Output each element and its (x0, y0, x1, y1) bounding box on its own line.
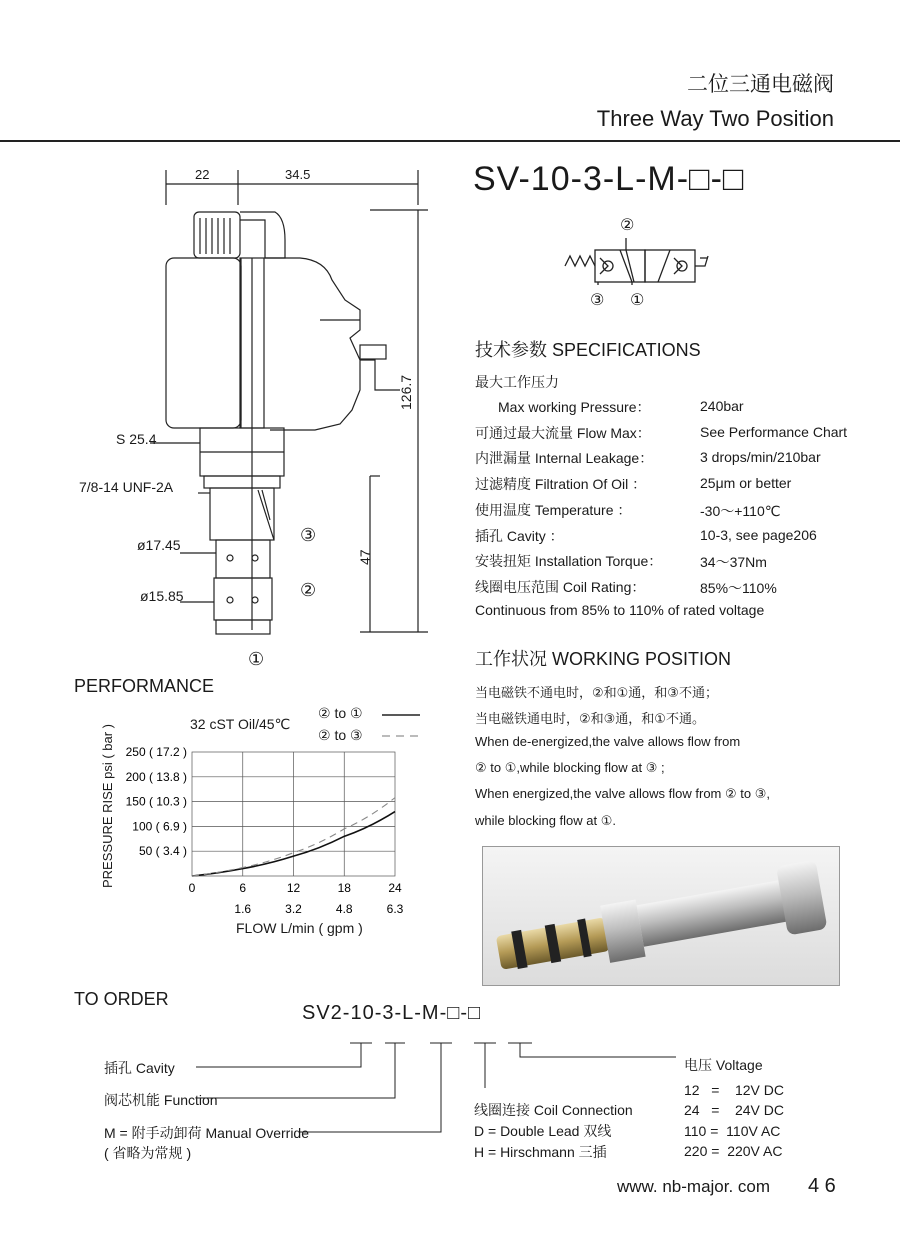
specifications-heading: 技术参数 SPECIFICATIONS (475, 340, 701, 360)
chart-ytick-label: 50 ( 3.4 ) (138, 844, 187, 859)
chart-ytick-label: 200 ( 13.8 ) (125, 769, 187, 784)
chart-ylabel: PRESSURE RISE psi ( bar ) (100, 724, 115, 888)
performance-chart (120, 740, 420, 920)
header-rule (0, 140, 900, 142)
order-manual-override: M = 附手动卸荷 Manual Override (104, 1125, 309, 1141)
label-diameter-1: ø17.45 (137, 537, 181, 553)
to-order-heading: TO ORDER (74, 989, 169, 1009)
dim-top-right: 34.5 (285, 167, 311, 182)
chart-xtick-label-gpm: 3.2 (285, 902, 302, 916)
spec-value-leakage: 3 drops/min/210bar (700, 449, 821, 465)
legend-label-2-to-3: ② to ③ (318, 727, 363, 743)
chart-xtick-label: 18 (337, 881, 351, 895)
order-coil-double-lead: D = Double Lead 双线 (474, 1123, 612, 1139)
spec-label-torque: 安装扭矩 Installation Torque： (475, 553, 663, 569)
spec-label-leakage: 内泄漏量 Internal Leakage： (475, 450, 654, 466)
model-number: SV-10-3-L-M-□-□ (473, 160, 745, 198)
spec-value-torque: 34～37Nm (700, 554, 767, 570)
order-voltage-option: 12 = 12V DC (684, 1082, 784, 1098)
order-voltage-option: 24 = 24V DC (684, 1102, 784, 1118)
dim-height: 126.7 (398, 374, 414, 410)
symbol-port-3: ③ (590, 292, 605, 309)
chart-ytick-label: 100 ( 6.9 ) (132, 819, 187, 834)
port-3-label: ③ (300, 525, 317, 545)
port-2-label: ② (300, 580, 317, 600)
spec-label-coil: 线圈电压范围 Coil Rating： (475, 579, 646, 595)
symbol-port-1: ① (630, 292, 645, 309)
valve-drawing (70, 160, 440, 680)
working-position-heading: 工作状况 WORKING POSITION (475, 649, 732, 669)
spec-label-max-pressure-cn: 最大工作压力 (475, 374, 559, 390)
page-number: 4 6 (808, 1175, 836, 1197)
chart-ytick-label: 250 ( 17.2 ) (125, 745, 187, 759)
spec-label-filtration: 过滤精度 Filtration Of Oil ： (475, 476, 647, 492)
working-position-line: 当电磁铁不通电时，②和①通，和③不通； (475, 685, 718, 700)
label-thread: 7/8-14 UNF-2A (79, 479, 174, 495)
product-photo (482, 846, 840, 986)
legend-label-2-to-1: ② to ① (318, 705, 363, 721)
order-cavity: 插孔 Cavity (104, 1060, 175, 1076)
chart-legend-lines (380, 708, 422, 738)
working-position-line: ② to ①,while blocking flow at ③ ; (475, 760, 665, 775)
working-position-line: When energized,the valve allows flow from ② to ③, (475, 786, 770, 801)
title-chinese: 二位三通电磁阀 (687, 72, 834, 96)
order-coil-heading: 线圈连接 Coil Connection (474, 1102, 633, 1118)
spec-label-cavity: 插孔 Cavity ： (475, 528, 564, 544)
chart-xtick-label: 12 (286, 881, 301, 895)
chart-xtick-label: 6 (239, 881, 247, 895)
order-coil-hirschmann: H = Hirschmann 三插 (474, 1144, 607, 1160)
dim-top-left: 22 (195, 167, 210, 182)
spec-note: Continuous from 85% to 110% of rated voltage (475, 602, 765, 618)
order-voltage-heading: 电压 Voltage (684, 1057, 763, 1073)
hydraulic-symbol (560, 230, 710, 285)
title-english: Three Way Two Position (596, 106, 834, 131)
chart-xtick-label: 0 (188, 881, 196, 895)
label-hex: S 25.4 (116, 431, 157, 447)
spec-value-flow: See Performance Chart (700, 424, 848, 440)
performance-heading: PERFORMANCE (74, 676, 215, 696)
working-position-line: When de-energized,the valve allows flow from (475, 734, 741, 749)
chart-xtick-label-gpm: 1.6 (234, 902, 252, 916)
spec-value-cavity: 10-3, see page206 (700, 527, 817, 543)
spec-label-temperature: 使用温度 Temperature ： (475, 502, 632, 518)
spec-value-temperature: -30～+110℃ (700, 503, 781, 519)
chart-xtick-label-gpm: 6.3 (386, 902, 404, 916)
chart-ytick-label: 150 ( 10.3 ) (125, 794, 187, 809)
footer-url: www. nb-major. com (617, 1177, 771, 1196)
order-voltage-option: 110 = 110V AC (684, 1123, 781, 1139)
valve-photo-illustration (483, 847, 839, 985)
symbol-port-2: ② (620, 217, 635, 234)
order-code: SV2-10-3-L-M-□-□ (302, 1002, 482, 1024)
working-position-line: while blocking flow at ①. (475, 813, 616, 828)
oil-condition: 32 cST Oil/45℃ (190, 716, 291, 732)
chart-xtick-label: 24 (388, 881, 402, 895)
order-manual-note: ( 省略为常规 ) (104, 1145, 192, 1161)
spec-value-coil: 85%～110% (700, 580, 777, 596)
spec-value-filtration: 25μm or better (700, 475, 792, 491)
order-function: 阀芯机能 Function (104, 1092, 218, 1108)
spec-label-flow: 可通过最大流量 Flow Max： (475, 425, 651, 441)
port-1-label: ① (248, 649, 265, 669)
spec-value-max-pressure: 240bar (700, 398, 744, 414)
label-diameter-2: ø15.85 (140, 588, 184, 604)
dim-lower: 47 (357, 549, 373, 565)
order-voltage-option: 220 = 220V AC (684, 1143, 783, 1159)
spec-label-max-pressure: Max working Pressure： (498, 399, 651, 415)
chart-xtick-label-gpm: 4.8 (335, 902, 353, 916)
chart-xlabel: FLOW L/min ( gpm ) (236, 920, 363, 936)
working-position-line: 当电磁铁通电时，②和③通，和①不通。 (475, 711, 705, 726)
